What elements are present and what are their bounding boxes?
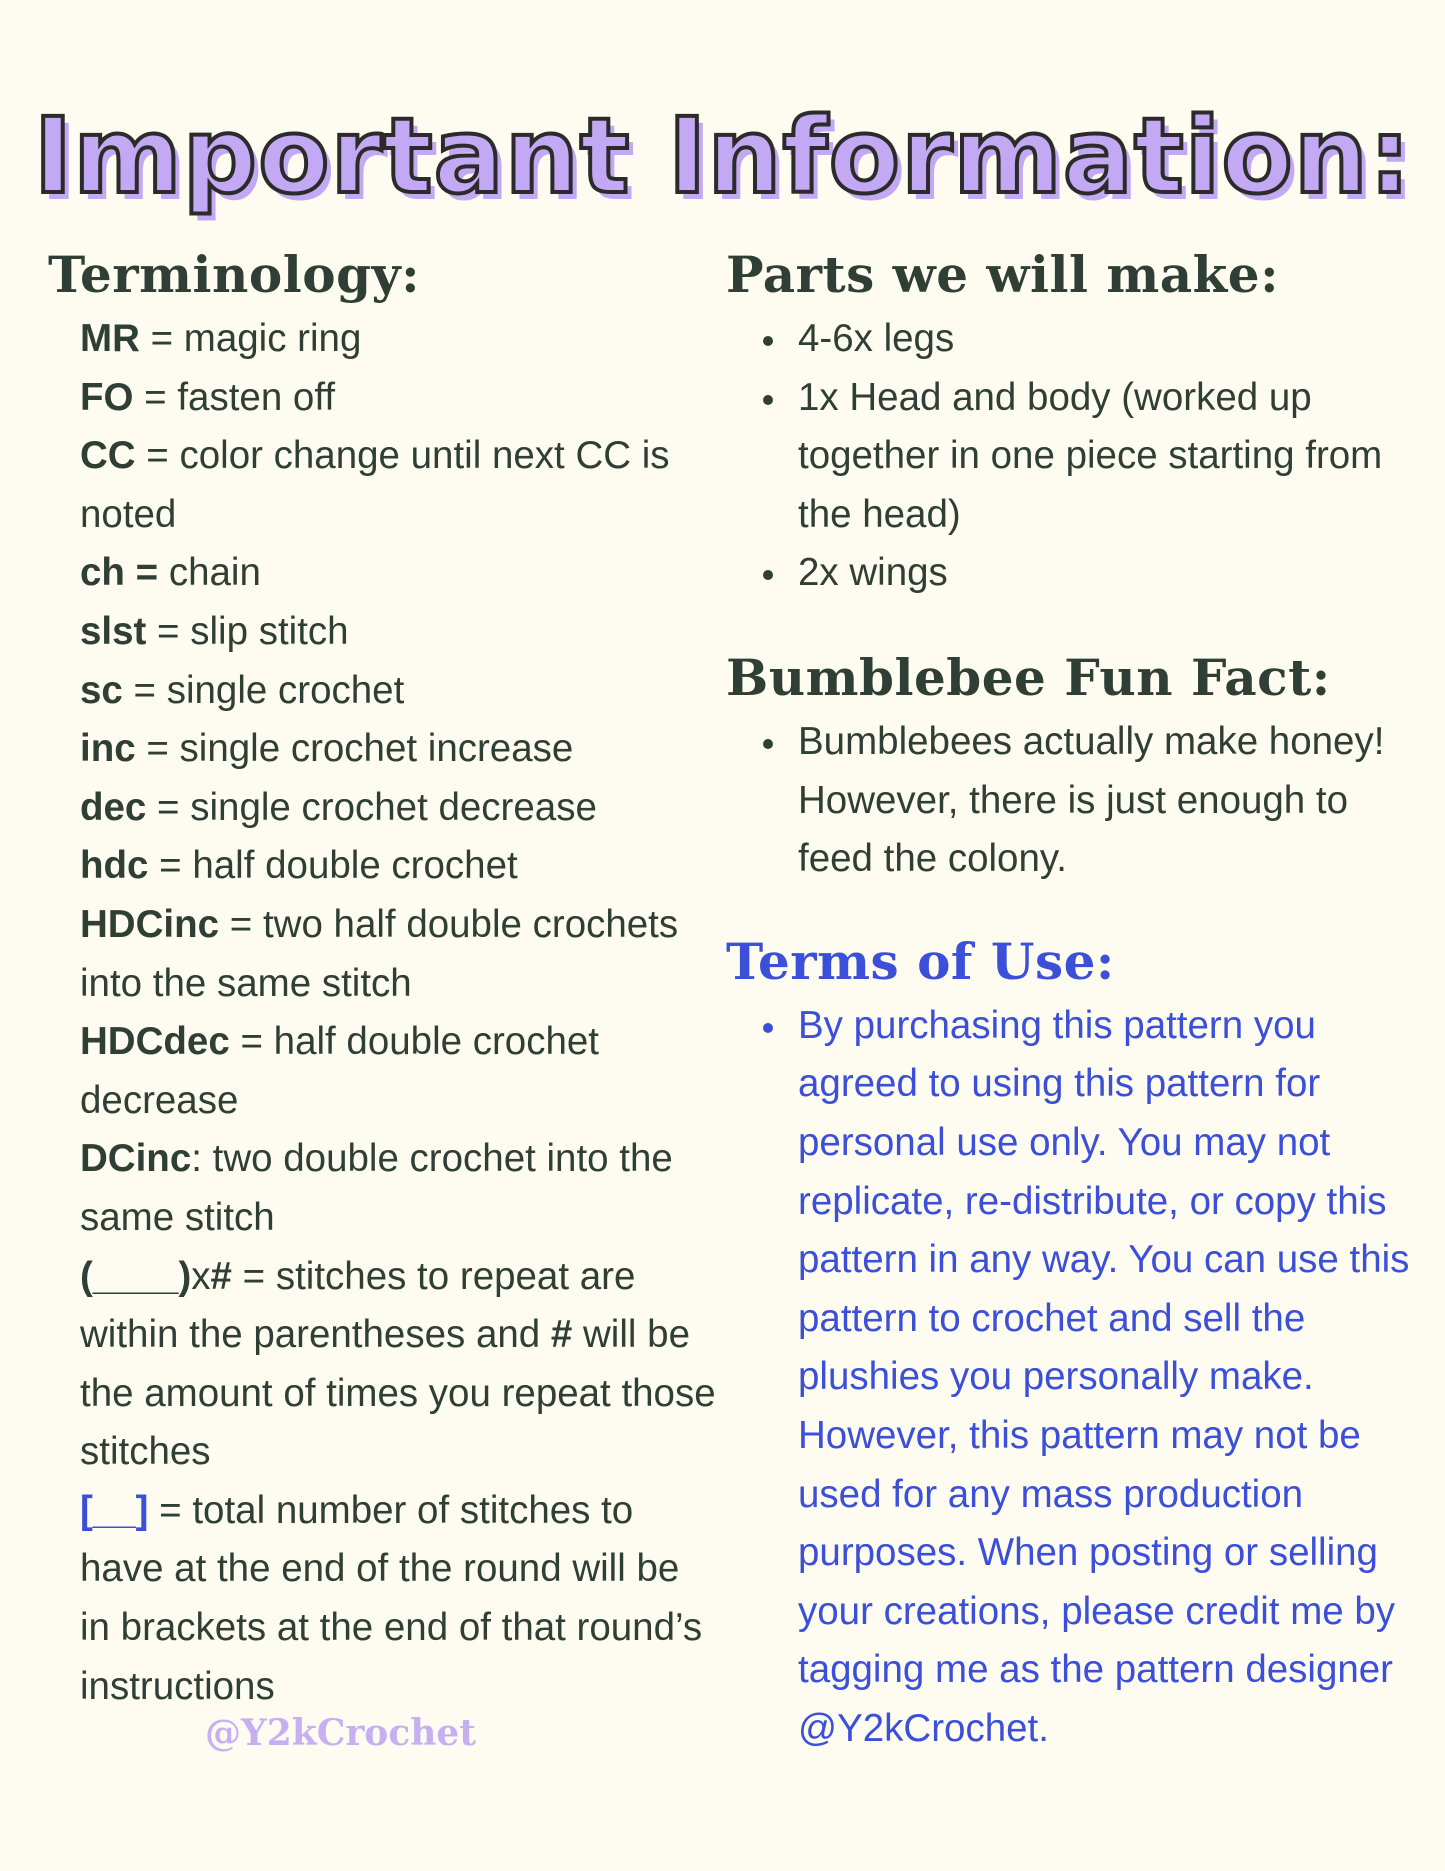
- term-item: [80, 1130, 718, 1247]
- term-item: [80, 544, 718, 603]
- term-sep: x: [191, 1254, 211, 1298]
- term-abbr: [__]: [80, 1488, 149, 1532]
- term-def: total number of stitches to have at the end of the round will be in brackets at the end of that round’s instructions: [80, 1488, 703, 1708]
- term-def: two half double crochets into the same stitch: [80, 902, 679, 1005]
- terminology-heading: Terminology:: [48, 245, 421, 304]
- term-item: [80, 779, 718, 838]
- term-def: fasten off: [177, 375, 336, 419]
- term-sep: =: [135, 727, 180, 771]
- term-sep: =: [146, 785, 191, 829]
- list-item: By purchasing this pattern you agreed to using this pattern for personal use only. You may not replicate, re-distribute, or copy this pattern in any way. You can use this pattern to crochet and sell the plushies you personally make. However, this pattern may not be used for any mass production purposes. When posting or selling your creations, please credit me by tagging me as the pattern designer @Y2kCrochet.: [798, 997, 1416, 1759]
- term-abbr: HDCinc: [80, 902, 220, 946]
- fun-fact-heading: Bumblebee Fun Fact:: [726, 647, 1331, 707]
- term-sep: =: [219, 902, 263, 946]
- term-abbr: #: [210, 1254, 232, 1298]
- terms-of-use-list: [726, 997, 1416, 1759]
- term-def: = stitches to repeat are within the parentheses and: [80, 1254, 636, 1357]
- term-sep: =: [122, 668, 167, 712]
- list-item: 4-6x legs: [798, 310, 1416, 369]
- term-abbr: sc: [80, 668, 123, 712]
- term-item: [80, 310, 718, 369]
- term-abbr: CC: [80, 434, 136, 478]
- term-sep: =: [229, 1020, 274, 1064]
- term-item: [80, 720, 718, 779]
- term-abbr: #: [550, 1313, 573, 1357]
- term-def: chain: [168, 551, 261, 595]
- right-column: [726, 240, 1416, 1758]
- term-abbr: inc: [80, 727, 136, 771]
- term-abbr: hdc: [80, 844, 149, 888]
- term-def: will be the amount of times you repeat those stitches: [80, 1313, 716, 1474]
- term-abbr: DCinc: [80, 1137, 192, 1181]
- term-sep: =: [148, 1488, 193, 1532]
- term-def: single crochet increase: [179, 727, 574, 771]
- fun-fact-list: [726, 713, 1416, 889]
- term-def: single crochet decrease: [190, 785, 597, 829]
- term-def: slip stitch: [190, 609, 349, 653]
- term-def: half double crochet decrease: [80, 1020, 599, 1122]
- term-sep: =: [148, 844, 193, 888]
- term-abbr: dec: [80, 785, 147, 829]
- term-def: half double crochet: [192, 844, 518, 888]
- term-def: color change until next CC is noted: [80, 434, 670, 536]
- terms-of-use-heading: Terms of Use:: [726, 931, 1115, 991]
- term-sep: =: [133, 375, 178, 419]
- term-abbr: slst: [80, 609, 147, 653]
- term-abbr: FO: [80, 375, 134, 419]
- term-sep: [158, 551, 169, 594]
- parts-heading: Parts we will make:: [726, 245, 1280, 304]
- page-title: Important Information:: [33, 95, 1412, 217]
- term-sep: =: [146, 609, 191, 653]
- term-item: [80, 1013, 718, 1130]
- term-item: [80, 662, 718, 721]
- term-abbr: ch =: [80, 551, 159, 595]
- term-def: single crochet: [166, 668, 405, 712]
- term-sep: :: [191, 1137, 213, 1181]
- list-item: 1x Head and body (worked up together in one piece starting from the head): [798, 369, 1416, 545]
- term-item: [80, 1248, 718, 1482]
- term-item: [80, 427, 718, 544]
- list-item: 2x wings: [798, 544, 1416, 603]
- term-item: [80, 896, 718, 1013]
- terminology-section: [48, 240, 718, 1716]
- terminology-list: [80, 310, 718, 1716]
- credit-handle: @Y2kCrochet: [205, 1712, 476, 1754]
- term-abbr: (____): [80, 1254, 192, 1298]
- term-item: [80, 603, 718, 662]
- term-def: two double crochet into the same stitch: [80, 1137, 673, 1239]
- term-item: [80, 1482, 718, 1716]
- list-item: Bumblebees actually make honey! However, there is just enough to feed the colony.: [798, 713, 1416, 889]
- term-abbr: MR: [80, 317, 140, 360]
- term-item: [80, 837, 718, 896]
- term-abbr: HDCdec: [80, 1020, 230, 1064]
- term-sep: =: [135, 434, 180, 478]
- term-def: magic ring: [183, 317, 362, 360]
- term-sep: =: [139, 317, 184, 360]
- term-item: [80, 369, 718, 428]
- parts-list: [726, 310, 1416, 603]
